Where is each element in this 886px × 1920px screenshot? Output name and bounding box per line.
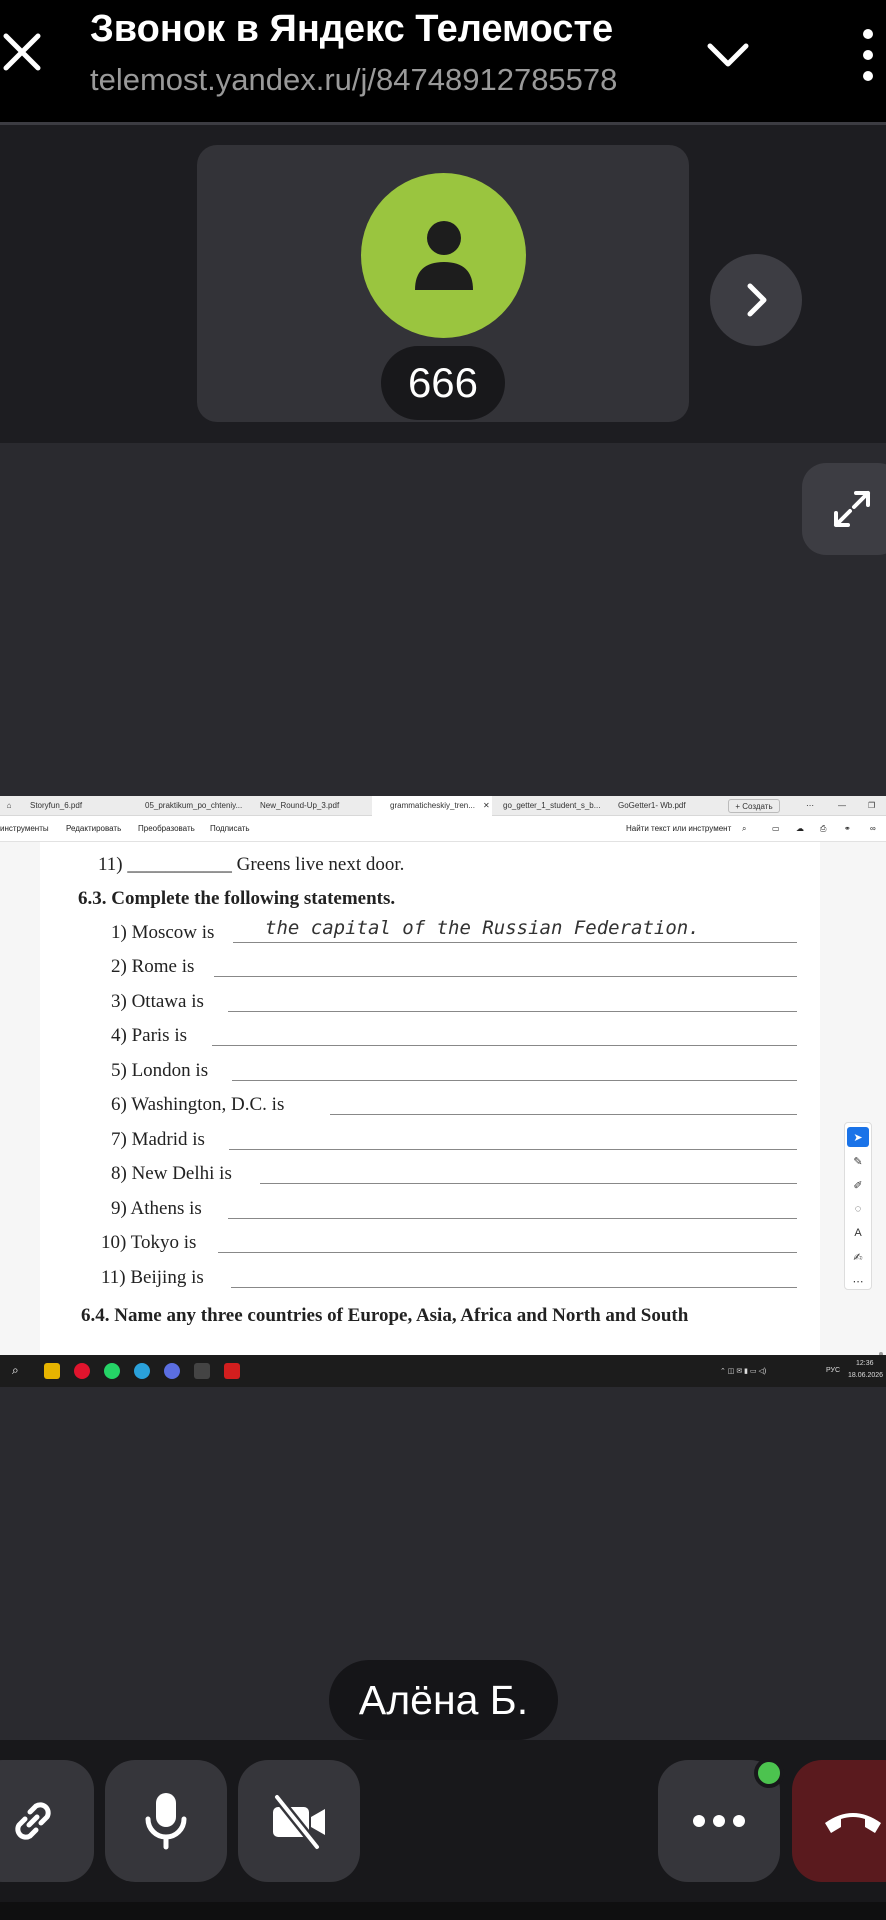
statement-8: 8) New Delhi is bbox=[111, 1163, 232, 1184]
menu-convert[interactable]: Преобразовать bbox=[138, 824, 195, 833]
app-icon[interactable] bbox=[194, 1363, 210, 1379]
prev-item: 11) ___________ Greens live next door. bbox=[98, 854, 405, 875]
statement-2: 2) Rome is bbox=[111, 956, 195, 977]
answer-line bbox=[260, 1183, 797, 1184]
acrobat-menubar bbox=[0, 816, 886, 842]
clock-date: 18.06.2026 bbox=[848, 1372, 884, 1379]
camera-off-icon bbox=[267, 1791, 331, 1851]
menu-sign[interactable]: Подписать bbox=[210, 824, 250, 833]
expand-icon bbox=[830, 487, 874, 531]
speaker-name: Алёна Б. bbox=[329, 1660, 558, 1740]
call-controls bbox=[0, 1740, 886, 1920]
answer-line bbox=[214, 976, 797, 977]
statement-4: 4) Paris is bbox=[111, 1025, 187, 1046]
answer-line bbox=[218, 1252, 797, 1253]
sign-tool-icon[interactable]: ✍ bbox=[853, 1251, 863, 1264]
language-indicator[interactable]: РУС bbox=[826, 1367, 841, 1374]
text-tool-icon[interactable]: A bbox=[854, 1227, 862, 1239]
acrobat-icon[interactable] bbox=[224, 1363, 240, 1379]
tray-icons[interactable]: ⌃ ◫ ✉ ▮ ▭ ◁) bbox=[720, 1368, 767, 1375]
next-page-button[interactable] bbox=[710, 254, 802, 346]
statement-3: 3) Ottawa is bbox=[111, 991, 204, 1012]
telegram-icon[interactable] bbox=[134, 1363, 150, 1379]
chevron-right-icon bbox=[736, 280, 776, 320]
search-icon[interactable]: ⌕ bbox=[12, 1363, 19, 1377]
lasso-tool-icon[interactable]: ◌ bbox=[854, 1203, 862, 1215]
browser-tabs bbox=[0, 796, 886, 816]
annotation-toolbar bbox=[844, 1122, 872, 1290]
answer-line bbox=[233, 942, 797, 943]
share-icon[interactable]: ⚭ bbox=[844, 824, 851, 833]
answer-line bbox=[228, 1011, 797, 1012]
tab-storyfun[interactable]: Storyfun_6.pdf bbox=[30, 801, 83, 810]
statement-9: 9) Athens is bbox=[111, 1198, 202, 1219]
search-icon[interactable]: ⌕ bbox=[742, 824, 747, 833]
camera-button[interactable] bbox=[238, 1760, 360, 1882]
highlight-tool-icon[interactable]: ✐ bbox=[853, 1179, 863, 1192]
status-dot bbox=[754, 1758, 784, 1788]
link-icon[interactable]: ∞ bbox=[870, 824, 876, 833]
tabs-more-icon[interactable]: ⋯ bbox=[806, 801, 814, 810]
microphone-button[interactable] bbox=[105, 1760, 227, 1882]
tab-praktikum[interactable]: 05_praktikum_po_chteniy... bbox=[145, 801, 243, 810]
clock-time: 12:36 bbox=[856, 1360, 874, 1367]
select-tool-icon[interactable]: ➤ bbox=[847, 1127, 869, 1147]
pdf-viewer bbox=[0, 842, 886, 1355]
microphone-icon bbox=[136, 1789, 196, 1853]
file-explorer-icon[interactable] bbox=[44, 1363, 60, 1379]
answer-line bbox=[231, 1287, 797, 1288]
answer-line bbox=[330, 1114, 797, 1115]
answer-line bbox=[228, 1218, 797, 1219]
page-title: Звонок в Яндекс Телемосте bbox=[90, 8, 614, 50]
chevron-down-icon[interactable] bbox=[700, 30, 756, 80]
new-tab-button[interactable]: + Создать bbox=[728, 799, 780, 813]
cloud-upload-icon[interactable]: ☁ bbox=[796, 824, 804, 833]
opera-icon[interactable] bbox=[74, 1363, 90, 1379]
menu-tools[interactable]: инструменты bbox=[0, 824, 49, 833]
answer-line bbox=[212, 1045, 797, 1046]
handwritten-answer: the capital of the Russian Federation. bbox=[265, 917, 700, 939]
participant-name: 666 bbox=[381, 346, 505, 420]
home-icon[interactable]: ⌂ bbox=[6, 801, 12, 810]
maximize-icon[interactable]: ❐ bbox=[868, 801, 876, 810]
answer-line bbox=[232, 1080, 797, 1081]
link-icon bbox=[3, 1791, 63, 1851]
chat-app-icon[interactable] bbox=[164, 1363, 180, 1379]
tab-roundup[interactable]: New_Round-Up_3.pdf bbox=[260, 801, 340, 810]
tab-gogetter-wb[interactable]: GoGetter1- Wb.pdf bbox=[618, 801, 686, 810]
minimize-icon[interactable]: — bbox=[838, 801, 846, 810]
user-icon bbox=[409, 216, 479, 296]
print-icon[interactable]: ⎙ bbox=[820, 824, 827, 833]
more-tools-icon[interactable]: ⋯ bbox=[852, 1275, 864, 1288]
save-icon[interactable]: ▭ bbox=[772, 824, 780, 833]
section-heading: 6.3. Complete the following statements. bbox=[78, 888, 396, 909]
close-icon[interactable] bbox=[0, 20, 44, 84]
tab-grammaticheskiy[interactable]: grammaticheskiy_tren... bbox=[372, 796, 492, 816]
windows-taskbar bbox=[0, 1355, 886, 1387]
statement-6: 6) Washington, D.C. is bbox=[111, 1094, 285, 1115]
screen-share bbox=[0, 796, 886, 1387]
more-vertical-icon[interactable] bbox=[850, 22, 886, 88]
search-tools-field[interactable]: Найти текст или инструмент bbox=[626, 824, 732, 833]
page-url: telemost.yandex.ru/j/84748912785578 bbox=[90, 62, 618, 97]
avatar bbox=[361, 173, 526, 338]
comment-tool-icon[interactable]: ✎ bbox=[853, 1155, 863, 1168]
more-horizontal-icon bbox=[689, 1811, 749, 1831]
statement-5: 5) London is bbox=[111, 1060, 209, 1081]
menu-edit[interactable]: Редактировать bbox=[66, 824, 122, 833]
statement-7: 7) Madrid is bbox=[111, 1129, 205, 1150]
statement-10: 10) Tokyo is bbox=[101, 1232, 197, 1253]
share-link-button[interactable] bbox=[0, 1760, 94, 1882]
expand-button[interactable] bbox=[802, 463, 886, 555]
statement-11: 11) Beijing is bbox=[101, 1267, 204, 1288]
top-bar bbox=[0, 0, 886, 122]
statement-1: 1) Moscow is bbox=[111, 922, 215, 943]
next-section-heading: 6.4. Name any three countries of Europe, Asia, Africa and North and South bbox=[81, 1305, 689, 1326]
system-nav-bar bbox=[0, 1902, 886, 1920]
answer-line bbox=[229, 1149, 797, 1150]
tab-gogetter-student[interactable]: go_getter_1_student_s_b... bbox=[503, 801, 601, 810]
end-call-button[interactable] bbox=[792, 1760, 886, 1882]
whatsapp-icon[interactable] bbox=[104, 1363, 120, 1379]
tab-close-icon[interactable]: ✕ bbox=[483, 801, 490, 810]
phone-hangup-icon bbox=[821, 1801, 885, 1841]
